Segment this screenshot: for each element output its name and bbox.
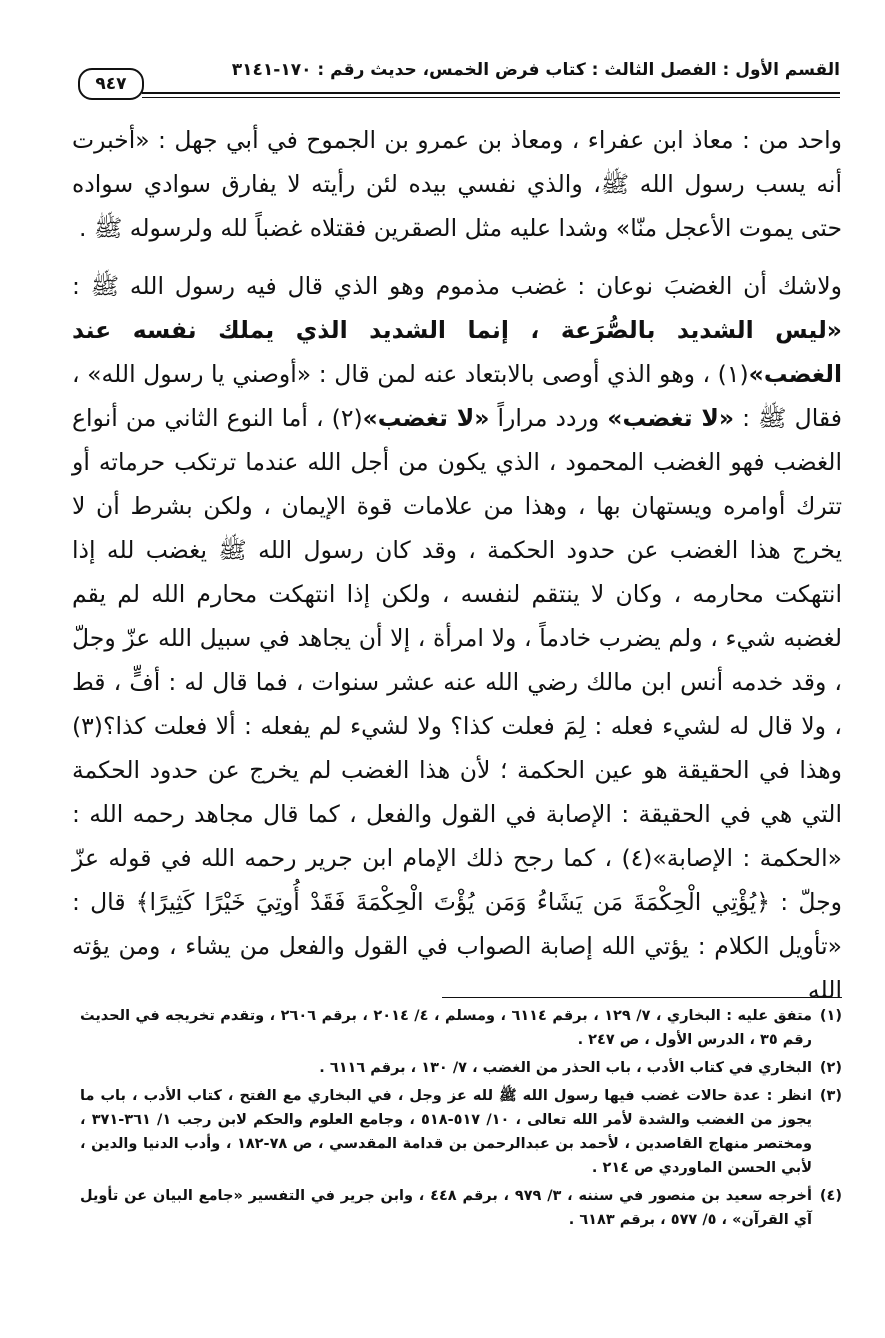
header-rule-thin <box>142 97 840 98</box>
footnote-number: (٤) <box>819 1188 842 1204</box>
footnote <box>80 1084 842 1180</box>
header-title: القسم الأول : الفصل الثالث : كتاب فرض الخمس، حديث رقم : ١٧٠-٣١٤١ <box>231 60 840 80</box>
footnote-separator <box>442 997 842 998</box>
hadith-quote: «لا تغضب» <box>362 404 490 432</box>
running-header <box>70 58 840 94</box>
footnote-number: (٣) <box>819 1088 842 1104</box>
hadith-quote: «ليس الشديد بالصُّرَعة ، إنما الشديد الذي يملك نفسه عند الغضب» <box>72 316 842 388</box>
body-text <box>72 118 842 1012</box>
text-run: (٢) ، أما النوع الثاني من أنواع الغضب فهو الغضب المحمود ، الذي يكون من أجل الله عندما ترتكب حرماته أو تترك أوامره ويستهان بها ، وهذا من علامات قوة الإيمان ، ولكن بشرط أن لا يخرج هذا الغضب عن حدود الحكمة ، وقد كان رسول الله ﷺ يغضب لله إذا انتهكت محارمه ، وكان لا ينتقم لنفسه ، ولكن إذا انتهكت محارم الله لم يقم لغضبه شيء ، ولم يضرب خادماً ، ولا امرأة ، إلا أن يجاهد في سبيل الله عزّ وجلّ ، وقد خدمه أنس ابن مالك رضي الله عنه عشر سنوات ، فما قال له : أفٍّ ، قط ، ولا قال له لشيء فعله : لِمَ فعلت كذا؟ ولا لشيء لم يفعله : ألا فعلت كذا؟(٣) وهذا في الحقيقة هو عين الحكمة ؛ لأن هذا الغضب لم يخرج عن حدود الحكمة التي هي في الحقيقة : الإصابة في القول والفعل ، كما قال مجاهد رحمه الله : «الحكمة : الإصابة»(٤) ، كما رجح ذلك الإمام ابن جرير رحمه الله في قوله عزّ وجلّ : ﴿يُؤْتِي الْحِكْمَةَ مَن يَشَاءُ وَمَن يُؤْتَ الْحِكْمَةَ فَقَدْ أُوتِيَ خَيْرًا كَثِيرًا﴾ قال : «تأويل الكلام : يؤتي الله إصابة الصواب في القول والفعل من يشاء ، ومن يؤته الله <box>72 404 842 1004</box>
footnote <box>80 1004 842 1052</box>
footnote-text: متفق عليه : البخاري ، ٧/ ١٢٩ ، برقم ٦١١٤ ، ومسلم ، ٤/ ٢٠١٤ ، برقم ٢٦٠٦ ، وتقدم تخريجه في الحديث رقم ٣٥ ، الدرس الأول ، ص ٢٤٧ . <box>80 1008 812 1048</box>
text-run: (١) ، وهو الذي أوصى بالابتعاد عنه لمن قال : «أوصني يا رسول الله» ، فقال ﷺ : <box>72 360 843 432</box>
footnote-text: انظر : عدة حالات غضب فيها رسول الله ﷺ لله عز وجل ، في البخاري مع الفتح ، كتاب الأدب ، باب ما يجوز من الغضب والشدة لأمر الله تعالى ، ١٠/ ٥١٧-٥١٨ ، وجامع العلوم والحكم لابن رجب ١/ ٣٦١-٣٧١ ، ومختصر منهاج القاصدين ، لأحمد بن عبدالرحمن بن قدامة المقدسي ، ص ٧٨-١٨٢ ، وأدب الدنيا والدين ، لأبي الحسن الماوردي ص ٢١٤ . <box>80 1088 812 1176</box>
hadith-quote: «لا تغضب» <box>607 404 735 432</box>
footnote-number: (٢) <box>819 1060 842 1076</box>
body-paragraph <box>72 264 842 1012</box>
footnotes <box>80 1004 842 1236</box>
footnote <box>80 1184 842 1232</box>
footnote <box>80 1056 842 1080</box>
footnote-text: البخاري في كتاب الأدب ، باب الحذر من الغضب ، ٧/ ١٣٠ ، برقم ٦١١٦ . <box>319 1060 812 1076</box>
header-rule <box>142 92 840 94</box>
page-number: ٩٤٧ <box>78 68 144 100</box>
footnote-number: (١) <box>819 1008 842 1024</box>
text-run: واحد من : معاذ ابن عفراء ، ومعاذ بن عمرو بن الجموح في أبي جهل : «أخبرت أنه يسب رسول الله ﷺ، والذي نفسي بيده لئن رأيته لا يفارق سوادي سواده حتى يموت الأعجل منّا» وشدا عليه مثل الصقرين فقتلاه غضباً لله ولرسوله ﷺ . <box>72 126 842 242</box>
text-run: ولاشك أن الغضبَ نوعان : غضب مذموم وهو الذي قال فيه رسول الله ﷺ : <box>72 272 842 300</box>
text-run: وردد مراراً <box>489 404 608 432</box>
body-paragraph <box>72 118 842 250</box>
footnote-text: أخرجه سعيد بن منصور في سننه ، ٣/ ٩٧٩ ، برقم ٤٤٨ ، وابن جرير في التفسير «جامع البيان عن تأويل آي القرآن» ، ٥/ ٥٧٧ ، برقم ٦١٨٣ . <box>80 1188 812 1228</box>
